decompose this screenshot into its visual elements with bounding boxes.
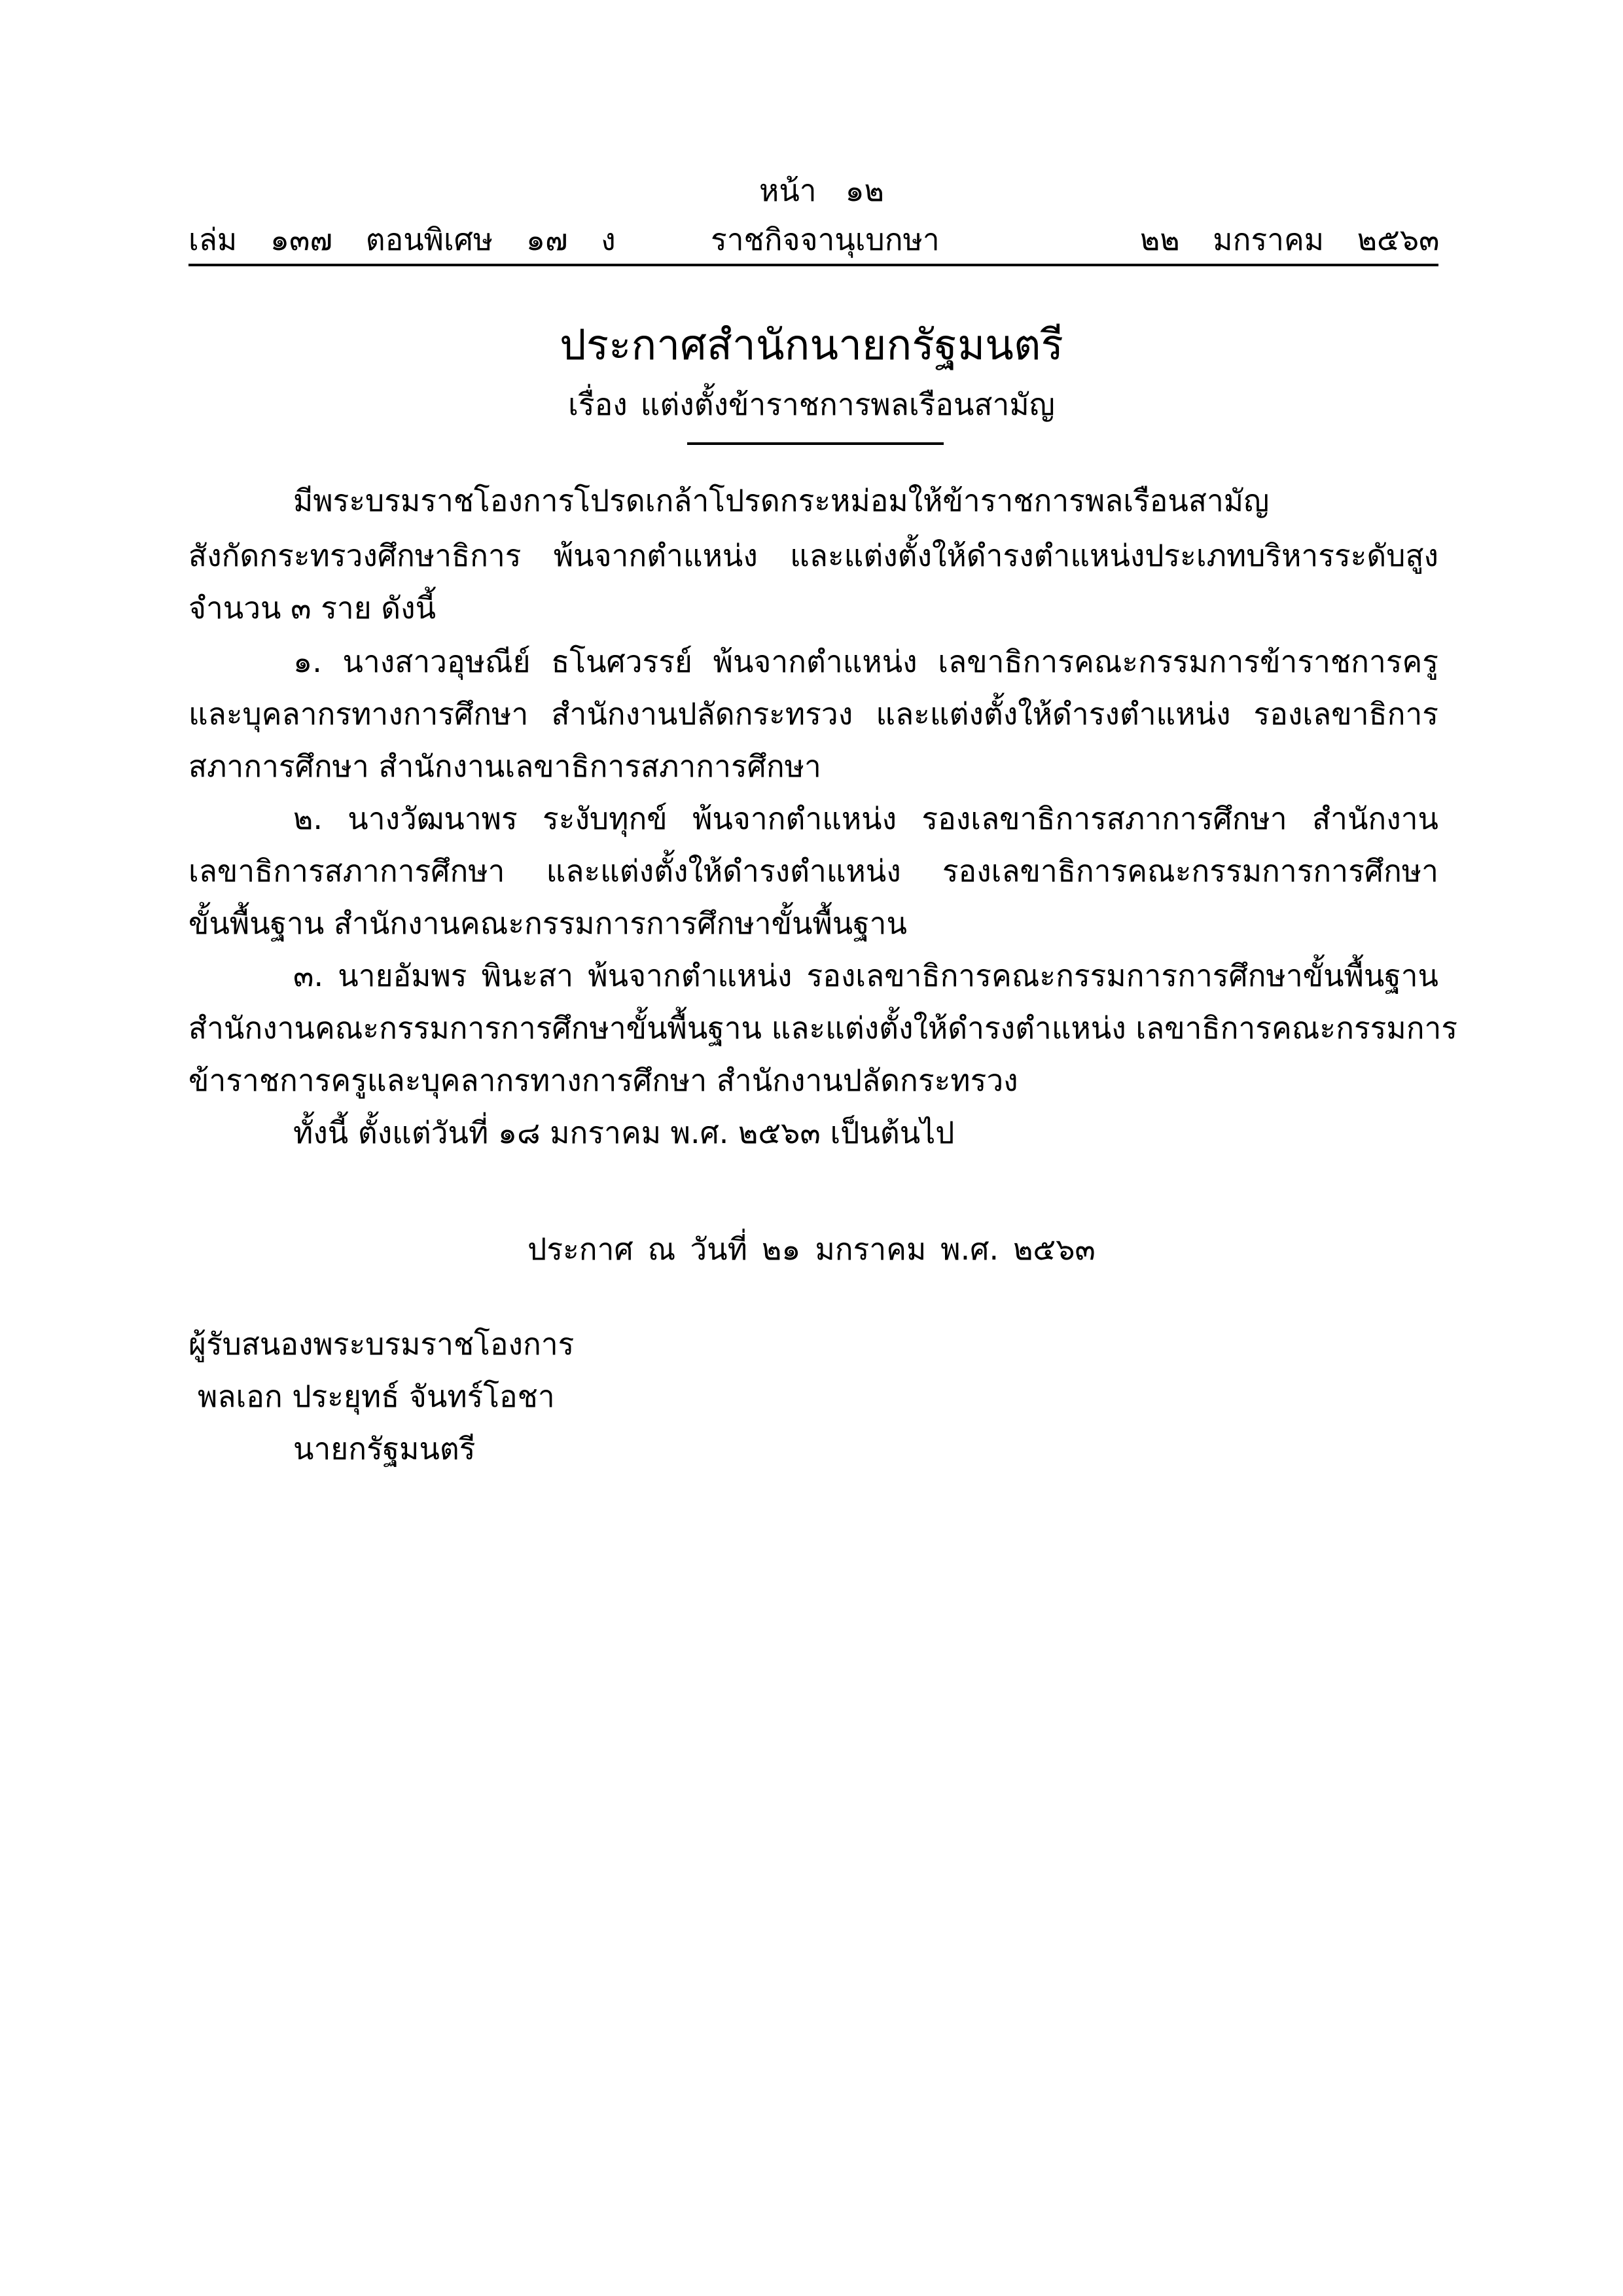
page-number-value: ๑๒	[845, 173, 885, 208]
announcement-at: ณ	[647, 1231, 676, 1267]
page-number	[759, 167, 884, 215]
volume-number: ๑๓๗	[270, 222, 333, 257]
publication-name: ราชกิจจานุเบกษา	[711, 222, 940, 257]
item-1-line-3: สภาการศึกษา สำนักงานเลขาธิการสภาการศึกษา	[188, 749, 821, 784]
item-1-line-1: ๑. นางสาวอุษณีย์ ธโนศวรรย์ พ้นจากตำแหน่ง เลขาธิการคณะกรรมการข้าราชการครู	[293, 644, 1438, 679]
intro-line-2: สังกัดกระทรวงศึกษาธิการ พ้นจากตำแหน่ง และแต่งตั้งให้ดำรงตำแหน่งประเภทบริหารระดับสูง	[188, 538, 1438, 573]
page-label: หน้า	[759, 173, 817, 208]
signatory-position: นายกรัฐมนตรี	[293, 1431, 476, 1466]
document-subject	[0, 381, 1623, 429]
intro-line-3: จำนวน ๓ ราย ดังนี้	[188, 590, 437, 626]
item-3-line-2: สำนักงานคณะกรรมการการศึกษาขั้นพื้นฐาน และแต่งตั้งให้ดำรงตำแหน่ง เลขาธิการคณะกรรมการ	[188, 1010, 1458, 1046]
section-letter: ง	[601, 222, 616, 257]
subject-text: แต่งตั้งข้าราชการพลเรือนสามัญ	[640, 387, 1055, 422]
countersign-label: ผู้รับสนองพระบรมราชโองการ	[188, 1326, 575, 1362]
item-2-line-3: ขั้นพื้นฐาน สำนักงานคณะกรรมการการศึกษาขั้นพื้นฐาน	[188, 906, 907, 941]
volume-label: เล่ม	[188, 222, 238, 257]
signatory-name: พลเอก ประยุทธ์ จันทร์โอชา	[198, 1379, 555, 1414]
document-title: ประกาศสำนักนายกรัฐมนตรี	[560, 321, 1063, 370]
announcement-date-label: วันที่	[690, 1231, 747, 1267]
announcement-day: ๒๑	[761, 1231, 801, 1267]
announcement-month: มกราคม	[815, 1231, 927, 1267]
subject-label: เรื่อง	[568, 387, 628, 422]
header-divider	[188, 264, 1438, 266]
publication-date	[1140, 216, 1440, 264]
item-1-line-2: และบุคลากรทางการศึกษา สำนักงานปลัดกระทรวง และแต่งตั้งให้ดำรงตำแหน่ง รองเลขาธิการ	[188, 696, 1438, 732]
effective-date-line: ทั้งนี้ ตั้งแต่วันที่ ๑๘ มกราคม พ.ศ. ๒๕๖๓ เป็นต้นไป	[293, 1115, 955, 1150]
item-2-line-1: ๒. นางวัฒนาพร ระงับทุกข์ พ้นจากตำแหน่ง รองเลขาธิการสภาการศึกษา สำนักงาน	[293, 801, 1438, 836]
item-2-line-2: เลขาธิการสภาการศึกษา และแต่งตั้งให้ดำรงตำแหน่ง รองเลขาธิการคณะกรรมการการศึกษา	[188, 853, 1438, 889]
item-3-line-1: ๓. นายอัมพร พินะสา พ้นจากตำแหน่ง รองเลขาธิการคณะกรรมการการศึกษาขั้นพื้นฐาน	[293, 958, 1438, 993]
section-number: ๑๗	[526, 222, 568, 257]
announcement-date	[0, 1226, 1623, 1273]
volume-info	[188, 216, 616, 264]
intro-line-1: มีพระบรมราชโองการโปรดเกล้าโปรดกระหม่อมให้ข้าราชการพลเรือนสามัญ	[293, 483, 1270, 518]
title-divider	[687, 442, 944, 445]
announcement-year: ๒๕๖๓	[1013, 1231, 1096, 1267]
announcement-label: ประกาศ	[527, 1231, 633, 1267]
section-label: ตอนพิเศษ	[365, 222, 493, 257]
announcement-era: พ.ศ.	[940, 1231, 999, 1267]
publication-year: ๒๕๖๓	[1357, 222, 1440, 257]
publication-day: ๒๒	[1140, 222, 1180, 257]
item-3-line-3: ข้าราชการครูและบุคลากรทางการศึกษา สำนักงานปลัดกระทรวง	[188, 1063, 1018, 1098]
publication-month: มกราคม	[1213, 222, 1325, 257]
